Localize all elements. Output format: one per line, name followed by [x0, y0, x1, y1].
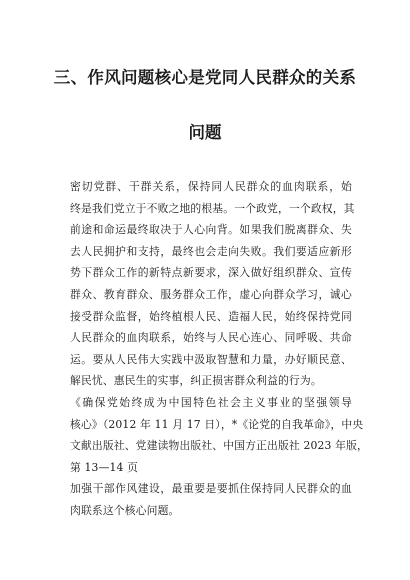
body-line: 运。要从人民伟大实践中汲取智慧和力量，办好顺民意、 — [70, 352, 352, 366]
citation-line: 第 13—14 页 — [70, 460, 139, 474]
citation-line: 文献出版社、党建读物出版社、中国方正出版社 2023 年版， — [70, 439, 368, 453]
body-line: 密切党群、干群关系，保持同人民群众的血肉联系，始 — [70, 180, 352, 193]
body-line: 加强干部作风建设，最重要是要抓住保持同人民群众的血 — [70, 482, 352, 496]
section-heading: 三、作风问题核心是党同人民群众的关系 — [53, 68, 357, 87]
citation-line: 核心》（2012 年 11 月 17 日），*《论党的自我革命》，中央 — [70, 417, 364, 431]
body-line: 接受群众监督，始终植根人民、造福人民，始终保持党同 — [70, 309, 352, 323]
citation-line: 《确保党始终成为中国特色社会主义事业的坚强领导 — [70, 395, 352, 409]
body-line: 去人民拥护和支持，最终也会走向失败。我们要适应新形 — [70, 244, 352, 258]
body-line: 前途和命运最终取决于人心向背。如果我们脱离群众、失 — [70, 223, 352, 237]
body-line: 群众、教育群众、服务群众工作，虚心向群众学习，诚心 — [70, 287, 352, 301]
body-line: 人民群众的血肉联系，始终与人民心连心、同呼吸、共命 — [70, 331, 352, 345]
body-line: 势下群众工作的新特点新要求，深入做好组织群众、宣传 — [70, 266, 352, 280]
body-line: 终是我们党立于不败之地的根基。一个政党，一个政权，其 — [70, 201, 355, 215]
body-line: 肉联系这个核心问题。 — [70, 503, 180, 517]
body-text — [70, 176, 368, 522]
section-heading-continued: 问题 — [188, 123, 222, 142]
body-line: 解民忧、惠民生的实事，纠正损害群众利益的行为。 — [70, 374, 322, 388]
